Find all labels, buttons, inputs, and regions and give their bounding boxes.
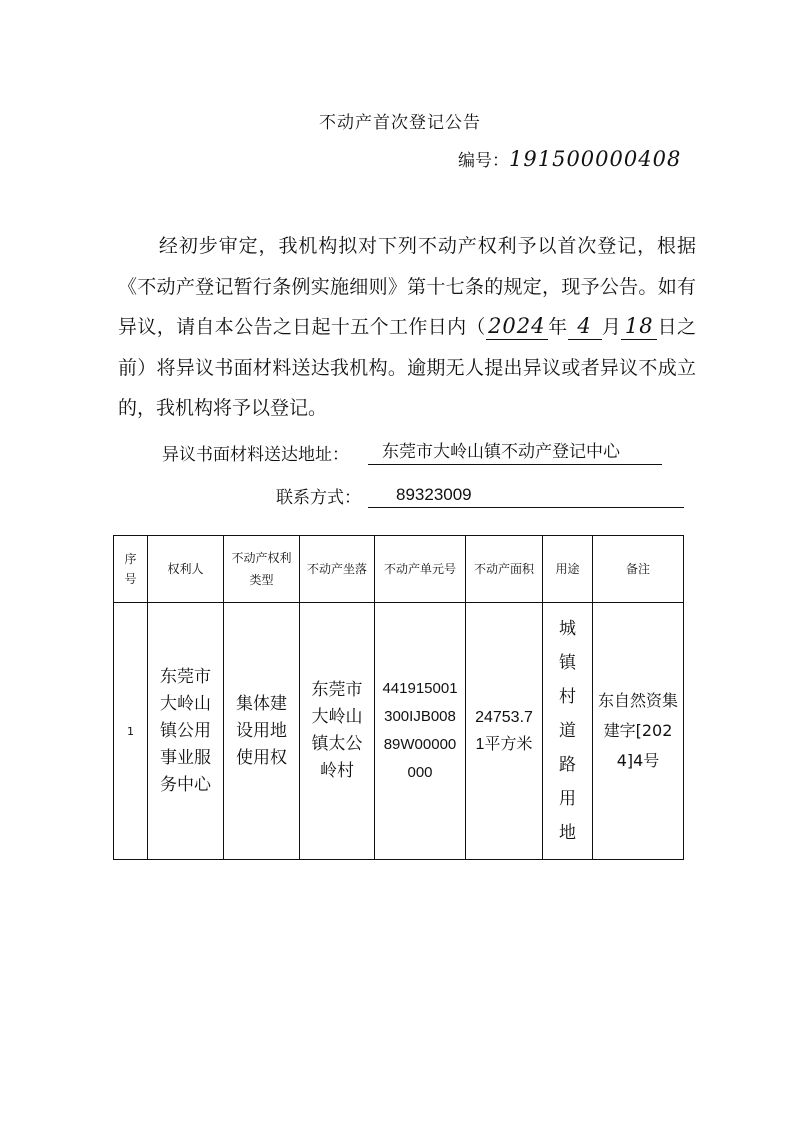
header-location: 不动产坐落	[300, 536, 375, 603]
header-unit-no: 不动产单元号	[375, 536, 466, 603]
notice-title: 不动产首次登记公告	[319, 113, 481, 133]
header-remark: 备注	[593, 536, 684, 603]
notice-body-part2: 日之前）将异议书面材料送达我机构。逾期无人提出异议或者异议不成立的，我机构将予以登记。	[118, 316, 696, 419]
header-usage: 用途	[543, 536, 593, 603]
cell-location: 东莞市大岭山镇太公岭村	[300, 603, 375, 860]
objection-address-value: 东莞市大岭山镇不动产登记中心	[368, 440, 662, 465]
deadline-year: 2024	[486, 313, 548, 340]
cell-unit-no: 441915001300IJB00889W00000000	[375, 603, 466, 860]
header-right-type: 不动产权利类型	[224, 536, 300, 603]
contact-value: 89323009	[368, 483, 684, 508]
cell-seq: 1	[114, 603, 148, 860]
header-seq: 序号	[114, 536, 148, 603]
document-number	[458, 146, 681, 171]
notice-body-part1: 经初步审定，我机构拟对下列不动产权利予以首次登记，根据《不动产登记暂行条例实施细则》第十七条的规定，现予公告。如有异议，请自本公告之日起十五个工作日内（	[118, 235, 696, 338]
cell-remark: 东自然资集建字[2024]4号	[593, 603, 684, 860]
cell-owner: 东莞市大岭山镇公用事业服务中心	[148, 603, 224, 860]
deadline-month-unit: 月	[601, 316, 622, 338]
document-number-label: 编号：	[458, 151, 509, 171]
notice-body	[118, 226, 696, 429]
table-header-row	[114, 536, 684, 603]
deadline-year-unit: 年	[547, 316, 568, 338]
cell-area: 24753.71平方米	[466, 603, 543, 860]
cell-usage: 城镇村道路用地	[543, 603, 593, 860]
registration-table	[113, 535, 684, 860]
objection-address-label: 异议书面材料送达地址：	[162, 445, 349, 465]
contact-label: 联系方式：	[276, 488, 361, 508]
document-number-value: 191500000408	[509, 147, 682, 171]
header-area: 不动产面积	[466, 536, 543, 603]
deadline-month: 4	[568, 313, 602, 340]
deadline-day: 18	[621, 313, 657, 340]
table-row	[114, 603, 684, 860]
header-owner: 权利人	[148, 536, 224, 603]
cell-right-type: 集体建设用地使用权	[224, 603, 300, 860]
